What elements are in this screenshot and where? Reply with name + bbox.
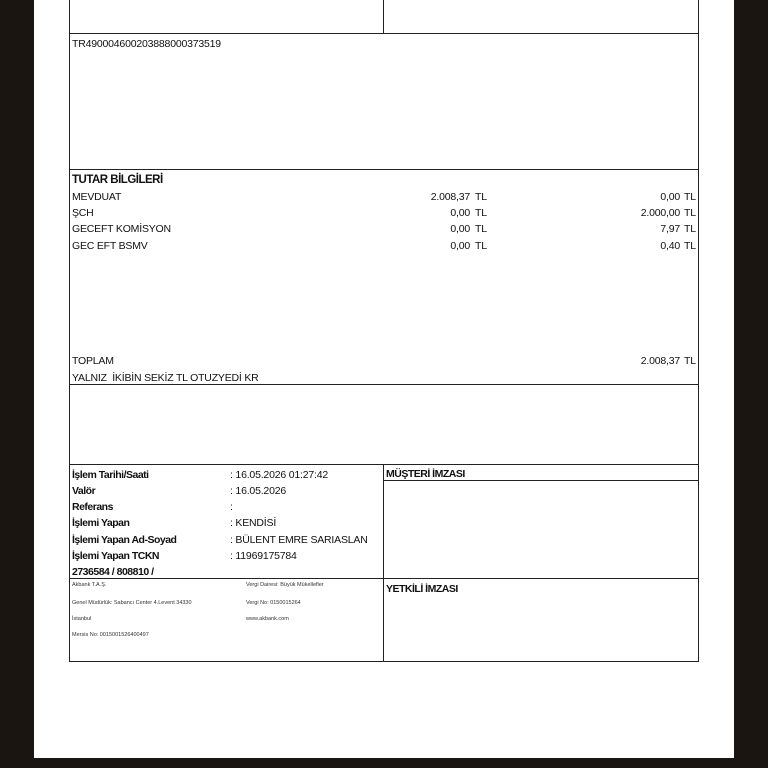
footer-website: www.akbank.com (246, 616, 289, 622)
footer-company: Akbank T.A.Ş. (72, 582, 107, 588)
footer-top-line (69, 578, 699, 579)
amount-col2-unit: TL (684, 240, 696, 252)
amount-in-words: YALNIZ İKİBİN SEKİZ TL OTUZYEDİ KR (72, 372, 259, 384)
detail-value: : 16.05.2026 01:27:42 (230, 469, 328, 481)
amount-col1: 0,00 (450, 207, 470, 219)
amount-col1-unit: TL (475, 207, 487, 219)
detail-label: İşlemi Yapan TCKN (72, 550, 160, 562)
amount-col1-unit: TL (475, 191, 487, 203)
bottom-line (69, 661, 699, 662)
amount-col1-unit: TL (475, 240, 487, 252)
total-unit: TL (684, 355, 696, 367)
detail-value: : 16.05.2026 (230, 485, 286, 497)
amount-label: MEVDUAT (72, 191, 122, 203)
iban-top-line (69, 33, 699, 34)
detail-label: Valör (72, 485, 96, 497)
amounts-heading: TUTAR BİLGİLERİ (72, 174, 163, 186)
amount-col2: 0,40 (660, 240, 680, 252)
transaction-code: 2736584 / 808810 / (72, 566, 154, 578)
amounts-top-line (69, 169, 699, 170)
amount-label: GECEFT KOMİSYON (72, 223, 171, 235)
footer-tax-office: Vergi Dairesi: Büyük Mükellefler (246, 582, 324, 588)
amounts-bottom-line (69, 384, 699, 385)
amount-col1: 0,00 (450, 223, 470, 235)
customer-signature-label: MÜŞTERİ İMZASI (386, 468, 465, 480)
detail-label: İşlemi Yapan (72, 517, 130, 529)
detail-value: : 11969175784 (230, 550, 297, 562)
footer-mersis: Mersis No: 0015001526400497 (72, 632, 149, 638)
authorized-signature-label: YETKİLİ İMZASI (386, 583, 458, 595)
amount-col2: 0,00 (660, 191, 680, 203)
detail-value: : (230, 501, 233, 513)
detail-value: : BÜLENT EMRE SARIASLAN (230, 534, 368, 546)
details-divider (383, 464, 384, 662)
detail-value: : KENDİSİ (230, 517, 277, 529)
amount-label: GEC EFT BSMV (72, 240, 148, 252)
footer-tax-no: Vergi No: 0150015264 (246, 600, 301, 606)
amount-col2-unit: TL (684, 191, 696, 203)
details-top-line (69, 464, 699, 465)
total-value: 2.008,37 (640, 355, 680, 367)
amount-col2-unit: TL (684, 223, 696, 235)
receipt-page (34, 0, 734, 758)
amount-col1-unit: TL (475, 223, 487, 235)
customer-sig-line (383, 480, 699, 481)
amount-col2: 7,97 (660, 223, 680, 235)
total-label: TOPLAM (72, 355, 114, 367)
amount-col1: 0,00 (450, 240, 470, 252)
detail-label: Referans (72, 501, 113, 513)
amount-col2-unit: TL (684, 207, 696, 219)
footer-address: Genel Müdürlük: Sabancı Center 4.Levent 34330 (72, 600, 192, 606)
amount-col1: 2.008,37 (430, 191, 470, 203)
top-divider (383, 0, 384, 33)
amount-col2: 2.000,00 (640, 207, 680, 219)
right-border (698, 0, 699, 662)
iban-text: TR490004600203888000373519 (72, 38, 221, 50)
detail-label: İşlem Tarihi/Saati (72, 469, 149, 481)
left-border (69, 0, 70, 662)
footer-city: İstanbul (72, 616, 92, 622)
amount-label: ŞCH (72, 207, 94, 219)
detail-label: İşlemi Yapan Ad-Soyad (72, 534, 177, 546)
